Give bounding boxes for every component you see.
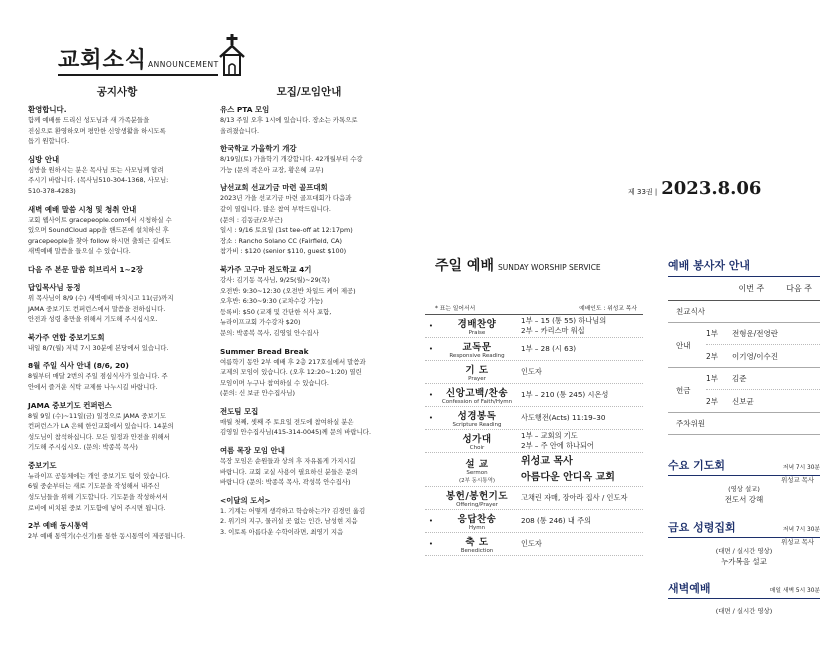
issue-date: 2023.8.06 [661, 178, 762, 199]
order-label-en: Sermon (2부 동시통역) [458, 469, 496, 484]
order-content: 고채린 자매, 장아라 집사 / 인도자 [521, 493, 628, 502]
notices-heading: 공지사항 [96, 86, 138, 98]
order-label [437, 511, 517, 531]
order-list [425, 315, 643, 556]
news-item-body: 심방을 원하시는 분은 목사님 또는 사모님께 알려 주시기 바랍니다. (목사님510-304-1368, 사모님: 510-378-4283) [28, 165, 169, 195]
order-content: 1부 – 28 (시 63) [521, 344, 577, 353]
order-label-ko: 응답찬송 [457, 514, 497, 525]
recruit-list [220, 104, 398, 538]
offering-names: 신보균 [732, 396, 754, 406]
news-item [220, 346, 398, 399]
news-item-title: 심방 안내 [28, 154, 60, 164]
news-item-body: 8/13 주일 오후 1시에 있습니다. 장소는 카톡으로 올려졌습니다. [220, 116, 358, 135]
news-item [220, 182, 398, 257]
friday-time: 저녁 7시 30분 [782, 527, 820, 533]
offering-rows [706, 368, 820, 412]
order-label [437, 456, 517, 484]
offering-label: 헌금 [676, 385, 691, 395]
news-item-title: 다음 주 본문 말씀 히브리서 1~2장 [28, 264, 144, 274]
standing-bullet: • [428, 391, 434, 399]
wednesday-time: 저녁 7시 30분 [782, 465, 820, 471]
news-item-body: 뉴라이프 공동체에는 개인 중보기도 팀이 있습니다. 6월 중순부터는 새로 기도문을 작성해서 내주신 성도님들을 위해 기도합니다. 기도문을 작성하셔서 로비에 비치된 중보 기도함에 넣어 주시면 됩니다. [28, 471, 170, 512]
order-label-en: Prayer [468, 376, 486, 382]
order-label [437, 385, 517, 405]
friday-preacher: 위성교 목사 [781, 538, 814, 546]
news-item [28, 104, 206, 147]
order-label-en: Responsive Reading [449, 353, 505, 359]
news-item-title: 유스 PTA 모임 [220, 105, 270, 114]
wednesday-title: 수요 기도회 [668, 459, 725, 472]
order-row [425, 430, 643, 453]
usher-row [706, 345, 820, 367]
standing-bullet: • [428, 345, 434, 353]
dawn-time: 매일 새벽 5시 30분 [769, 588, 820, 594]
order-label-en: Praise [468, 330, 486, 336]
order-row [425, 510, 643, 533]
order-label [437, 362, 517, 382]
notices-column [28, 84, 206, 549]
order-label-ko: 축 도 [465, 537, 489, 548]
friday-service [668, 519, 820, 567]
order-content: 1부 – 210 (통 245) 시온성 [521, 390, 609, 399]
worship-title [425, 255, 643, 275]
order-label-en: Offering/Prayer [456, 502, 498, 508]
fellowship-label: 친교식사 [676, 307, 705, 316]
order-content: 인도자 [521, 367, 542, 376]
order-label-en: Hymn [468, 525, 486, 531]
notices-list [28, 104, 206, 542]
dawn-header [668, 580, 820, 599]
order-row [425, 533, 643, 556]
order-row [425, 384, 643, 407]
order-row [425, 338, 643, 361]
offering-row [706, 368, 820, 390]
order-content: 1부 – 15 (통 55) 하나님의 2부 – 카리스마 워십 [521, 316, 607, 335]
order-label [437, 339, 517, 359]
dawn-format: (대면 / 실시간 영상) [715, 607, 773, 615]
news-item-body: 8월 9일 (수)~11일(금) 일정으로 JAMA 중보기도 컨퍼런스가 LA 은혜 한인교회에서 있습니다. 14분의 성도님이 참석하십니다. 모든 일정과 안전을 위해서 기도해 주시십시오. (문의: 박종복 목사) [28, 411, 174, 452]
usher-group [668, 323, 820, 368]
fellowship-row [668, 301, 820, 323]
next-week-label: 다음 주 [786, 284, 812, 293]
news-item-title: 환영합니다. [28, 105, 67, 114]
issue-number: 제 33권 | [628, 188, 658, 196]
servants-header [668, 277, 820, 301]
news-item-title: 2부 예배 동시통역 [28, 521, 89, 531]
offering-row [706, 390, 820, 412]
news-item [28, 520, 206, 542]
news-item-body: 8/19일(토) 가을학기 개강합니다. 42개월부터 수강 가능 (문의 곽은아 교장, 황은혜 교무) [220, 155, 363, 174]
order-content: 1부 – 교회의 기도 2부 – 주 안에 하나되어 [521, 431, 594, 450]
news-item-body: 교회 웹사이트 gracepeople.com에서 시청하실 수 있으며 SoundCloud app을 핸드폰에 설치하신 후 gracepeople을 찾아 follow 하시면 출퇴근 길에도 새벽예배 말씀을 들으실 수 있습니다. [28, 215, 172, 256]
standing-bullet: • [428, 540, 434, 548]
news-item-title: 답입목사님 동정 [28, 282, 81, 292]
order-label-ko: 기 도 [465, 365, 489, 376]
order-label-ko: 성경봉독 [457, 411, 497, 422]
standing-note: * 표는 일어서서 [435, 306, 476, 312]
news-item [220, 143, 398, 175]
dawn-service [668, 580, 820, 616]
usher-row [706, 323, 820, 345]
order-label [437, 534, 517, 554]
order-label-ko: 신앙고백/찬송 [445, 388, 509, 399]
wednesday-header [668, 457, 820, 476]
news-item [28, 204, 206, 257]
friday-title: 금요 성령집회 [668, 521, 736, 534]
order-label [437, 408, 517, 428]
usher-part: 2부 [706, 351, 719, 361]
standing-bullet: • [428, 322, 434, 330]
offering-part: 1부 [706, 374, 719, 383]
order-content: 사도행전(Acts) 11:19–30 [521, 413, 606, 422]
order-row [425, 487, 643, 510]
friday-format: (대면 / 실시간 영상) [715, 547, 773, 555]
recruit-column [220, 84, 398, 545]
news-item-body: 강사: 김기동 목사님, 9/25(월)~29(목) 오전반: 9:30~12:30 (오전반 차일드 케어 제공) 오후반: 6:30~9:30 (교차수강 가능) 등록비: $50 (교재 및 간단한 식사 포함, 뉴라이프교회 가수강자 $20) 문의: 박종복 목사, 김영일 안수집사 [220, 275, 356, 337]
news-item-body: 내일 8/7(월) 저녁 7시 30분에 본당에서 있습니다. [28, 343, 169, 352]
news-item-title: 중보기도 [28, 460, 57, 470]
news-item [28, 332, 206, 354]
news-item [220, 495, 398, 538]
news-item-body: 매월 첫째, 셋째 주 토요일 전도에 참여하실 분은 김영일 안수집사님(415-314-0045)께 문의 바랍니다. [220, 417, 371, 437]
order-label-ko: 성가대 [462, 434, 492, 445]
recruit-heading: 모집/모임안내 [276, 86, 342, 98]
news-item-title: 북가주 연합 중보기도회 [28, 332, 105, 342]
news-item-body: 목장 모임은 순원들과 상의 후 자유롭게 가지시길 바랍니다. 교회 교실 사용이 필요하신 분들은 문의 바랍니다 (문의: 박종복 목사, 곽성복 안수집사) [220, 457, 358, 487]
announcement-page [0, 0, 410, 645]
offering-group [668, 368, 820, 413]
news-item-title: 남선교회 선교기금 마련 골프대회 [220, 183, 328, 193]
news-item-body: 함께 예배를 드리신 성도님과 새 가족분들을 진심으로 환영하오며 평안한 신앙생활을 하시도록 돕기 원합니다. [28, 116, 166, 146]
news-item-title: 여름 목장 모임 안내 [220, 446, 285, 456]
news-item-body: 2부 예배 통역기(수신기)를 통한 동시통역이 제공됩니다. [28, 532, 186, 541]
order-row [425, 453, 643, 487]
order-content: 위성교 목사 아름다운 안디옥 교회 [521, 455, 615, 483]
order-label-en: Confession of Faith/Hymn [441, 399, 513, 405]
news-item-title: <이달의 도서> [220, 495, 271, 505]
usher-names: 이기영/이수진 [732, 351, 778, 361]
news-item-body: 8월부터 매달 2번의 주일 점심식사가 있습니다. 주 안에서 즐거운 식탁 교제를 나누시길 바랍니다. [28, 372, 168, 391]
news-item [28, 460, 206, 513]
worship-title-en: SUNDAY WORSHIP SERVICE [497, 263, 601, 272]
order-label-ko: 경배찬양 [457, 319, 497, 330]
order-row [425, 315, 643, 338]
offering-names: 김준 [732, 374, 747, 383]
usher-label: 안내 [676, 340, 691, 350]
standing-bullet: • [428, 414, 434, 422]
news-item-title: 한국학교 가을학기 개강 [220, 144, 297, 154]
news-item-title: Summer Bread Break [220, 346, 309, 356]
servants-title: 예배 봉사자 안내 [668, 257, 820, 277]
news-item-body: 1. 기계는 어떻게 생각하고 학습하는가? 김경민 옮김 2. 위기의 지구, 물러설 곳 없는 인간, 남성현 지음 3. 이토록 아름다운 수학이라면, 최영기 지음 [220, 506, 366, 537]
worship-order [425, 255, 643, 556]
news-item [220, 406, 398, 438]
order-label-ko: 설 교 [465, 458, 489, 470]
news-item-title: 8월 주일 식사 안내 (8/6, 20) [28, 361, 129, 371]
page-title-en: ANNOUNCEMENT [148, 60, 219, 69]
news-item-title: JAMA 중보기도 컨퍼런스 [28, 400, 112, 410]
friday-header [668, 519, 820, 538]
order-label-ko: 교독문 [462, 342, 492, 353]
news-item [28, 400, 206, 453]
standing-bullet: • [428, 517, 434, 525]
parking-row [668, 413, 820, 435]
news-item-body: 2023년 가을 선교기금 마련 골프대회가 다음과 같이 열립니다. 많은 참여 부탁드립니다. (문의 : 김동균/오부근) 일시 : 9/16 토요일 (1st tee-off at 12:17pm) 장소 : Rancho Solano CC (Fairfield, CA) 참가비 : $120 (senior $110, guest $100) [220, 194, 353, 256]
order-row [425, 407, 643, 430]
dawn-title: 새벽예배 [668, 582, 711, 595]
news-item-title: 전도팀 모집 [220, 406, 259, 416]
servants-table [668, 257, 820, 435]
wednesday-service [668, 457, 820, 505]
this-week-label: 이번 주 [738, 284, 765, 293]
wednesday-format: (영상 설교) [728, 485, 760, 493]
news-item [220, 264, 398, 339]
order-label [437, 316, 517, 336]
order-label [437, 431, 517, 451]
news-item-body: 여름학기 동안 2부 예배 후 2층 217호실에서 말씀과 교제의 모임이 있습니다. (오후 12:20~1:20) 열린 모임이며 누구나 참여하실 수 있습니다. (문의: 신 보균 안수집사님) [220, 357, 366, 398]
order-content: 인도자 [521, 539, 542, 548]
worship-meta [425, 303, 643, 315]
news-item [28, 360, 206, 392]
order-row [425, 361, 643, 384]
order-label-en: Scripture Reading [452, 422, 502, 428]
usher-names: 전형운/전영란 [732, 329, 778, 338]
usher-part: 1부 [706, 329, 719, 338]
worship-title-ko: 주일 예배 [435, 258, 494, 274]
news-item [220, 445, 398, 488]
order-content: 208 (통 246) 내 주의 [521, 516, 591, 525]
worship-leader: 예배인도 : 위성교 목사 [579, 306, 637, 312]
issue-line [628, 178, 761, 199]
wednesday-sermon: 전도서 강해 [724, 495, 764, 504]
page-title: 교회소식 [58, 48, 148, 73]
news-item [28, 264, 206, 275]
title-divider [58, 74, 218, 76]
news-item [220, 104, 398, 136]
news-item-body: 위 목사님이 8/9 (수) 새벽예배 마치시고 11(금)까지 JAMA 중보기도 컨퍼런스에서 말씀을 전하십니다. 안전과 성령 충만을 위해서 기도해 주시십시오. [28, 293, 174, 324]
news-item [28, 282, 206, 325]
order-label-en: Choir [469, 445, 485, 451]
church-icon [214, 33, 250, 77]
news-item-title: 북가주 고구마 전도학교 4기 [220, 264, 312, 274]
news-item [28, 154, 206, 197]
friday-sermon: 누가복음 설교 [721, 557, 767, 566]
order-label-en: Benediction [460, 548, 494, 554]
usher-rows [706, 323, 820, 367]
offering-part: 2부 [706, 396, 719, 406]
wednesday-preacher: 위성교 목사 [781, 476, 814, 484]
news-item-title: 새벽 예배 말씀 시청 및 청취 안내 [28, 204, 137, 214]
order-label [437, 488, 517, 508]
parking-label: 주차위원 [676, 419, 705, 428]
order-label-ko: 봉헌/봉헌기도 [445, 491, 509, 502]
